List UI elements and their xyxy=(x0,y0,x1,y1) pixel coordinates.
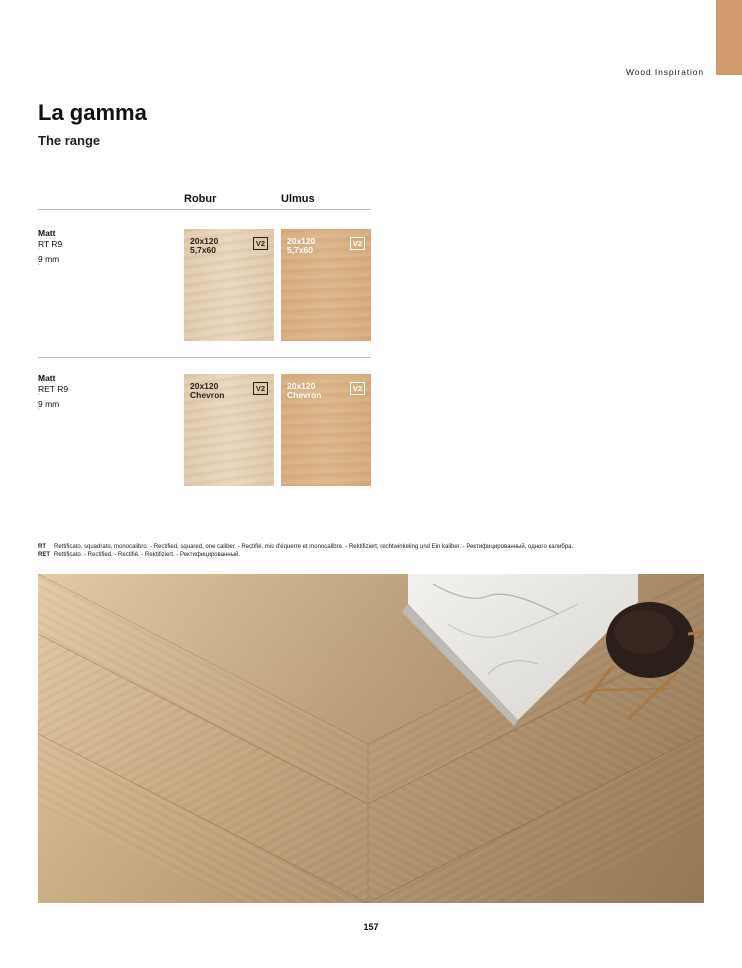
section-tab xyxy=(716,0,742,75)
note-ret: RET Rettificato. - Rectified. - Rectifié. - Rektifiziert. - Ректифицированный. xyxy=(38,552,241,558)
legend-notes xyxy=(38,543,718,559)
tile-swatch-ulmus-chevron xyxy=(281,374,371,486)
header-divider xyxy=(38,209,371,210)
page-subtitle: The range xyxy=(38,133,101,148)
page-number: 157 xyxy=(363,922,379,932)
thickness-mark: ˆ xyxy=(38,409,40,415)
tile-swatch-ulmus xyxy=(281,229,371,341)
variation-badge: V2 xyxy=(350,382,365,395)
page-title: La gamma xyxy=(38,100,147,125)
column-header-robur: Robur xyxy=(184,193,217,205)
floor-photo xyxy=(38,574,704,903)
row-info xyxy=(38,228,62,269)
tile-swatch-robur-chevron xyxy=(184,374,274,486)
tile-size: 20x120 5,7x60 xyxy=(190,236,219,255)
finish-label: Matt xyxy=(38,228,56,238)
finish-label: Matt xyxy=(38,373,56,383)
note-rt: RT Rettificato, squadrato, monocalibro. - Rectified, squared, one caliber. - Rectifié, mis d'équerre et monocalibre. - Rektifiziert, rechtwinkeling und Ein kaliber. - Ректифицированный, одного калибра. xyxy=(38,544,574,550)
variation-badge: V2 xyxy=(350,237,365,250)
floor-photo-illustration xyxy=(38,574,704,903)
tile-size: 20x120 Chevron xyxy=(287,381,322,400)
thickness-mark: ˇ xyxy=(38,394,40,400)
thickness-label: 9 mm xyxy=(38,399,60,409)
tile-size: 20x120 5,7x60 xyxy=(287,236,316,255)
row-divider xyxy=(38,357,371,358)
column-header-ulmus: Ulmus xyxy=(281,193,315,205)
code-label: RET R9 xyxy=(38,384,69,394)
section-label: Wood Inspiration xyxy=(625,67,704,77)
variation-badge: V2 xyxy=(253,237,268,250)
tile-swatch-robur xyxy=(184,229,274,341)
thickness-mark: ˆ xyxy=(38,264,40,270)
row-info xyxy=(38,373,68,414)
code-label: RT R9 xyxy=(38,239,63,249)
thickness-mark: ˇ xyxy=(38,249,40,255)
variation-badge: V2 xyxy=(253,382,268,395)
tile-size: 20x120 Chevron xyxy=(190,381,225,400)
thickness-label: 9 mm xyxy=(38,254,60,264)
